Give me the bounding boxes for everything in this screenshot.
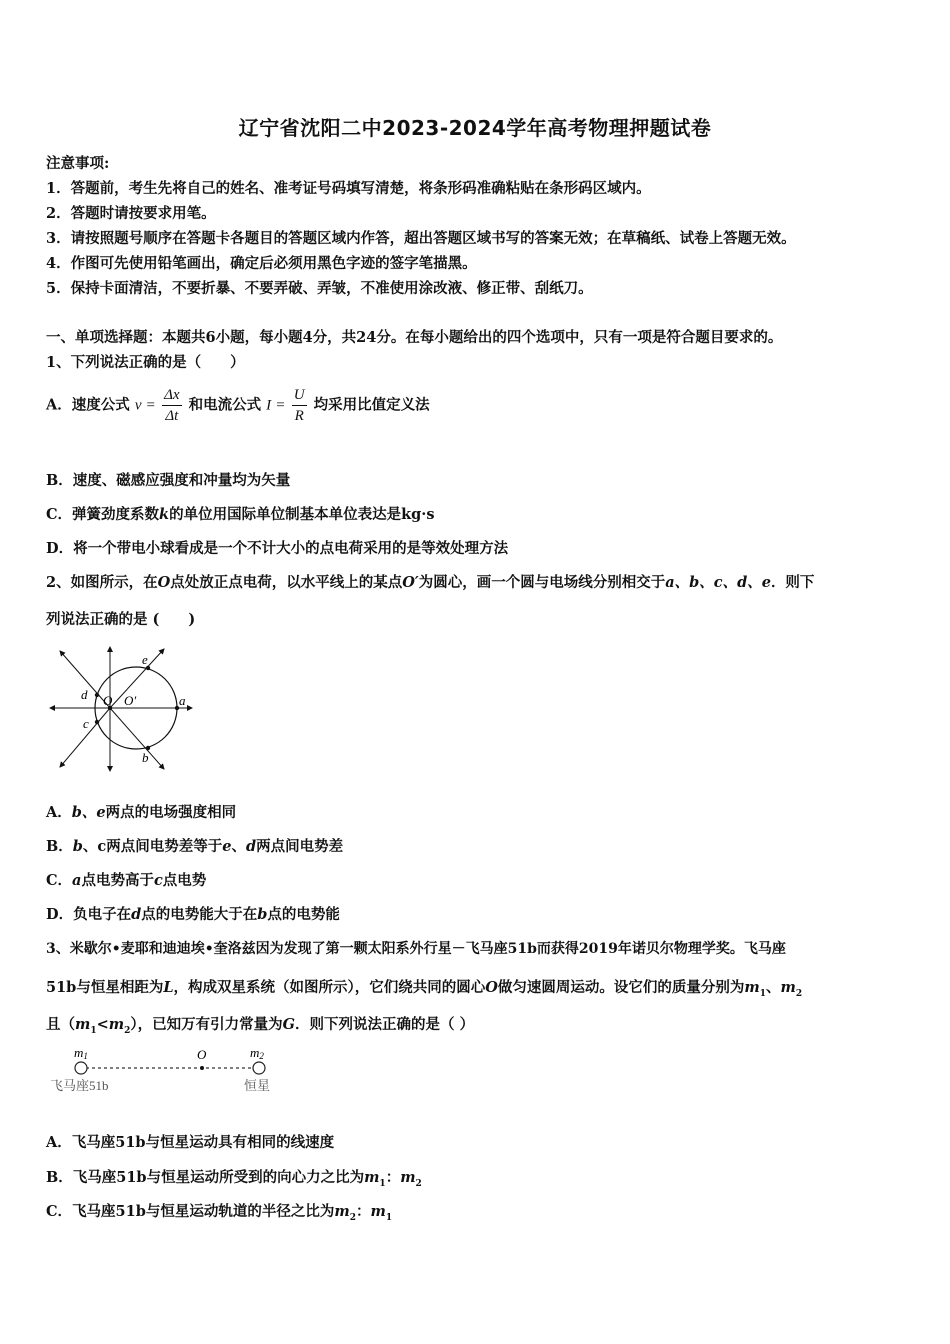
symbol-g: G	[282, 1016, 296, 1033]
q3-option-c-pre: C．飞马座51b与恒星运动轨道的半径之比为	[46, 1203, 335, 1220]
symbol-d: d	[245, 838, 257, 855]
label-a: a	[179, 693, 186, 708]
q2-option-b-mid: 、c两点间电势差等于	[82, 838, 223, 855]
q1-option-c-post: 的单位用国际单位制基本单位表达是kg·s	[169, 506, 435, 523]
symbol-a: a	[72, 872, 82, 889]
notice-item: 3．请按照题号顺序在答题卡各题目的答题区域内作答，超出答题区域书写的答案无效；在草稿纸、试卷上答题无效。	[46, 230, 796, 247]
label-c: c	[83, 716, 89, 731]
binary-star-figure	[46, 1042, 286, 1096]
symbol-k: k	[159, 506, 170, 523]
q1-option-a-pre: A．速度公式	[46, 396, 130, 414]
symbol-m: m	[400, 1169, 416, 1186]
fraction-denominator: Δt	[165, 408, 179, 424]
center-o	[200, 1066, 204, 1070]
q2-stem-part: ．则下	[770, 574, 815, 591]
q2-option-a	[46, 801, 236, 822]
symbol-m: m	[334, 1203, 350, 1220]
notice-item: 5．保持卡面清洁，不要折暴、不要弄破、弄皱，不准使用涂改液、修正带、刮纸刀。	[46, 280, 593, 297]
subscript: 2	[349, 1212, 356, 1223]
q3-option-a: A．飞马座51b与恒星运动具有相同的线速度	[46, 1134, 335, 1151]
page-title: 辽宁省沈阳二中2023-2024学年高考物理押题试卷	[238, 116, 712, 140]
q3-stem-part: ．则下列说法正确的是（ ）	[295, 1016, 475, 1033]
label-d: d	[81, 687, 88, 702]
symbol-m: m	[75, 1016, 91, 1033]
label-e: e	[142, 652, 148, 667]
q1-option-d: D．将一个带电小球看成是一个不计大小的点电荷采用的是等效处理方法	[46, 540, 509, 557]
q1-option-a-mid: 和电流公式	[188, 396, 262, 414]
label-o: O	[103, 693, 113, 708]
symbol-o: O	[485, 979, 498, 996]
q2-option-d	[46, 903, 340, 924]
q3-stem-line2	[46, 976, 802, 999]
subscript: 1	[379, 1178, 386, 1189]
q2-option-c-pre: C．	[46, 872, 73, 889]
symbol-m: m	[364, 1169, 380, 1186]
notice-item: 1．答题前，考生先将自己的姓名、准考证号码填写清楚，将条形码准确粘贴在条形码区域内。	[46, 180, 651, 197]
formula-equals: =	[146, 397, 156, 414]
fraction-dx-dt	[162, 385, 181, 426]
q3-stem-part: ，构成双星系统（如图所示），它们绕共同的圆心	[173, 979, 486, 996]
label-o: O	[197, 1047, 207, 1062]
fraction-numerator: U	[292, 385, 307, 406]
symbol-points: b、e	[71, 804, 106, 821]
field-line	[110, 708, 164, 769]
q2-option-d-mid: 点的电势能大于在	[141, 906, 258, 923]
symbol-o: O	[157, 574, 171, 591]
notice-item: 4．作图可先使用铅笔画出，确定后必须用黑色字迹的签字笔描黑。	[46, 255, 477, 272]
q2-stem-part: 为圆心，画一个圆与电场线分别相交于	[418, 574, 666, 591]
subscript: 1	[90, 1025, 97, 1036]
symbol-d: d	[131, 906, 142, 923]
label-m1-letter: m	[74, 1045, 84, 1060]
separator: 、	[766, 979, 781, 996]
label-o-prime: O′	[124, 693, 137, 708]
q3-option-b-pre: B．飞马座51b与恒星运动所受到的向心力之比为	[46, 1169, 365, 1186]
q3-stem-part: 51b与恒星相距为	[46, 979, 164, 996]
symbol-m: m	[370, 1203, 386, 1220]
label-m1	[74, 1045, 88, 1061]
q2-stem-line1	[46, 571, 814, 592]
ratio-separator: ：	[355, 1203, 371, 1220]
star-m2	[253, 1062, 265, 1074]
point-d	[95, 693, 99, 697]
q2-option-a-post: 两点的电场强度相同	[105, 804, 237, 821]
notice-item: 2．答题时请按要求用笔。	[46, 205, 216, 222]
q2-option-c	[46, 869, 206, 890]
fraction-numerator: Δx	[162, 385, 181, 406]
subscript: 2	[415, 1178, 422, 1189]
label-m2-sub: 2	[259, 1051, 264, 1061]
q1-option-a	[46, 385, 430, 426]
subscript: 1	[385, 1212, 393, 1223]
label-star-name: 恒星	[244, 1078, 271, 1093]
q2-option-b	[46, 835, 343, 856]
ratio-separator: ：	[385, 1169, 401, 1186]
symbol-m: m	[744, 979, 760, 996]
q2-stem-line2: 列说法正确的是 ( )	[46, 611, 196, 628]
q2-option-d-pre: D．负电子在	[46, 906, 132, 923]
planet-m1	[75, 1062, 87, 1074]
less-than: <	[96, 1016, 109, 1033]
subscript: 2	[795, 988, 803, 999]
formula-equals: =	[276, 397, 285, 414]
formula-i: I	[266, 397, 272, 414]
label-m2-letter: m	[250, 1045, 260, 1060]
q1-stem: 1、下列说法正确的是（ ）	[46, 354, 245, 371]
q3-option-c	[46, 1200, 392, 1223]
field-line	[110, 649, 164, 708]
symbol-l: L	[163, 979, 174, 996]
notice-heading: 注意事项:	[46, 155, 110, 172]
symbol-m: m	[780, 979, 796, 996]
symbol-c: c	[153, 872, 163, 889]
section-heading: 一、单项选择题：本题共6小题，每小题4分，共24分。在每小题给出的四个选项中，只有一项是符合题目要求的。	[46, 329, 783, 346]
subscript: 1	[759, 988, 767, 999]
q2-option-c-post: 点电势	[162, 872, 207, 889]
q2-option-b-pre: B．	[46, 838, 73, 855]
symbol-e: e	[222, 838, 232, 855]
q2-option-a-pre: A．	[46, 804, 72, 821]
q3-stem-part: ），已知万有引力常量为	[130, 1016, 283, 1033]
label-m1-sub: 1	[83, 1051, 88, 1061]
q2-option-b-post: 两点间电势差	[256, 838, 344, 855]
q2-option-d-post: 点的电势能	[267, 906, 340, 923]
electric-field-figure	[46, 645, 196, 775]
q2-stem-part: 2、如图所示，在	[46, 574, 158, 591]
q3-stem-part: 且（	[46, 1016, 75, 1033]
fraction-u-r	[292, 385, 307, 426]
separator: 、	[231, 838, 246, 855]
symbol-m: m	[108, 1016, 125, 1033]
q3-stem-line1: 3、米歇尔•麦耶和迪迪埃•奎洛兹因为发现了第一颗太阳系外行星－飞马座51b而获得2019年诺贝尔物理学奖。飞马座	[46, 941, 786, 957]
symbol-points: a、b、c、d、e	[665, 574, 771, 591]
q1-option-b: B．速度、磁感应强度和冲量均为矢量	[46, 472, 291, 489]
symbol-b: b	[72, 838, 83, 855]
fraction-denominator: R	[294, 408, 304, 424]
subscript: 2	[124, 1025, 131, 1036]
q2-option-c-mid: 点电势高于	[81, 872, 154, 889]
point-c	[95, 720, 99, 724]
q1-option-c	[46, 503, 435, 524]
q1-option-c-pre: C．弹簧劲度系数	[46, 506, 160, 523]
formula-v: v	[134, 397, 142, 414]
label-b: b	[142, 750, 149, 765]
q3-stem-part: 做匀速圆周运动。设它们的质量分别为	[497, 979, 745, 996]
label-m2	[250, 1045, 264, 1061]
symbol-o-prime: O′	[402, 574, 419, 591]
q1-option-a-post: 均采用比值定义法	[313, 396, 430, 414]
label-planet-name: 飞马座51b	[50, 1078, 109, 1093]
q2-stem-part: 点处放正点电荷，以水平线上的某点	[170, 574, 403, 591]
symbol-b: b	[257, 906, 268, 923]
q3-option-b	[46, 1166, 422, 1189]
q3-stem-line3	[46, 1013, 474, 1036]
